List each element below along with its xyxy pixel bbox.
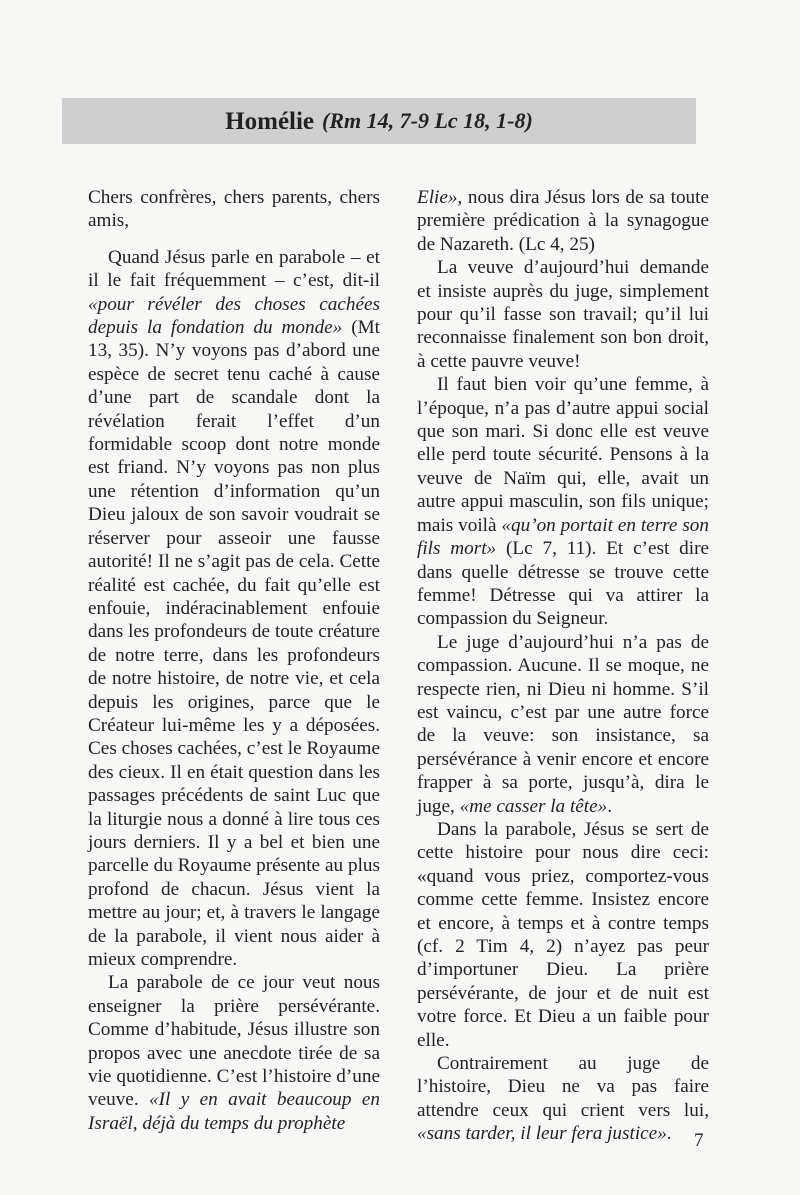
paragraph-lesson: Dans la parabole, Jésus se sert de cette histoire pour nous dire ceci: «quand vous priez, comportez-vous comme cette femme. Insistez encore et encore, à temps et à contre temps (cf. 2 Tim 4, 2) n’ayez pas peur d’importuner Dieu. La prière persévérante, de jour et de nuit est votre force. Et Dieu a un faible pour elle. xyxy=(417,818,709,1051)
quote-run: «sans tarder, il leur fera justice» xyxy=(417,1123,667,1145)
text-run: Le juge d’aujourd’hui n’a pas de compassion. Aucune. Il se moque, ne respecte rien, ni Dieu ni homme. S’il est vaincu, c’est par une autre force de la veuve: son insistance, sa persévérance à venir encore et encore frapper à sa porte, jusqu’à, dira le juge, xyxy=(417,631,709,817)
quote-run: «me casser la tête» xyxy=(459,795,608,817)
paragraph-continuation xyxy=(417,186,709,256)
paragraph-widow-intro xyxy=(88,971,380,1135)
paragraph-parable-intro xyxy=(88,246,380,972)
paragraph-social-context xyxy=(417,373,709,630)
page-number: 7 xyxy=(694,1130,704,1151)
left-column xyxy=(88,186,380,1135)
text-run: Quand Jésus parle en parabole – et il le fait fréquemment – c’est, dit-il xyxy=(88,246,380,292)
text-run: , nous dira Jésus lors de sa toute première prédication à la synagogue de Nazareth. (Lc 4, 25) xyxy=(417,187,709,255)
text-run: (Lc 7, 11). Et c’est dire dans quelle détresse se trouve cette femme! Détresse qui va attirer la compassion du Seigneur. xyxy=(417,538,709,630)
homily-title: Homélie xyxy=(225,107,315,135)
quote-run: «pour révéler des choses cachées depuis la fondation du monde» xyxy=(88,293,380,339)
text-run: Contrairement au juge de l’histoire, Dieu ne va pas faire attendre ceux qui crient vers lui, xyxy=(417,1053,709,1121)
text-run: Il faut bien voir qu’une femme, à l’époque, n’a pas d’autre appui social que son mari. Si donc elle est veuve elle perd toute sécurité. Pensons à la veuve de Naïm qui, elle, avait un autre appui masculin, son fils unique; mais voilà xyxy=(417,374,709,536)
right-column xyxy=(417,186,709,1146)
quote-run: «Il y en avait beaucoup en Israël, déjà du temps du prophète xyxy=(88,1089,380,1134)
paragraph-widow-request: La veuve d’aujourd’hui demande et insiste auprès du juge, simplement pour qu’il fasse son travail; qu’il lui reconnaisse finalement son bon droit, à cette pauvre veuve! xyxy=(417,257,709,372)
quote-run: Elie» xyxy=(417,187,458,208)
quote-run: «qu’on portait en terre son fils mort» xyxy=(417,514,709,560)
section-header xyxy=(62,98,696,144)
greeting-paragraph: Chers confrères, chers parents, chers amis, xyxy=(88,187,380,232)
paragraph-conclusion xyxy=(417,1052,709,1146)
paragraph-judge xyxy=(417,631,709,818)
text-run: La parabole de ce jour veut nous enseigner la prière persévérante. Comme d’habitude, Jésus illustre son propos avec une anecdote tirée de sa vie quotidienne. C’est l’histoire d’une veuve. xyxy=(88,972,380,1111)
text-run: . xyxy=(607,795,613,817)
text-run: . xyxy=(666,1123,672,1145)
text-run: (Mt 13, 35). N’y voyons pas d’abord une espèce de secret tenu caché à cause d’une part de scandale dont la révélation ferait l’effet d’un formidable scoop dont notre monde est friand. N’y voyons pas non plus une rétention d’information qu’un Dieu jaloux de son savoir voudrait se réserver pour asseoir une fausse autorité! Il ne s’agit pas de cela. Cette réalité est cachée, du fait qu’elle est enfouie, indéracinablement enfouie dans les profondeurs de toute créature de notre terre, dans les profondeurs de notre histoire, de notre vie, et cela depuis les origines, parce que le Créateur lui-même les y a déposées. Ces choses cachées, c’est le Royaume des cieux. Il en était question dans les passages précédents de saint Luc que la liturgie nous a donné à lire tous ces jours derniers. Il y a bel et bien une parcelle du Royaume présente au plus profond de chacun. Jésus vient la mettre au jour; et, à travers le langage de la parabole, il vient nous aider à mieux comprendre. xyxy=(88,317,381,970)
scripture-reference: (Rm 14, 7-9 Lc 18, 1-8) xyxy=(322,108,533,133)
